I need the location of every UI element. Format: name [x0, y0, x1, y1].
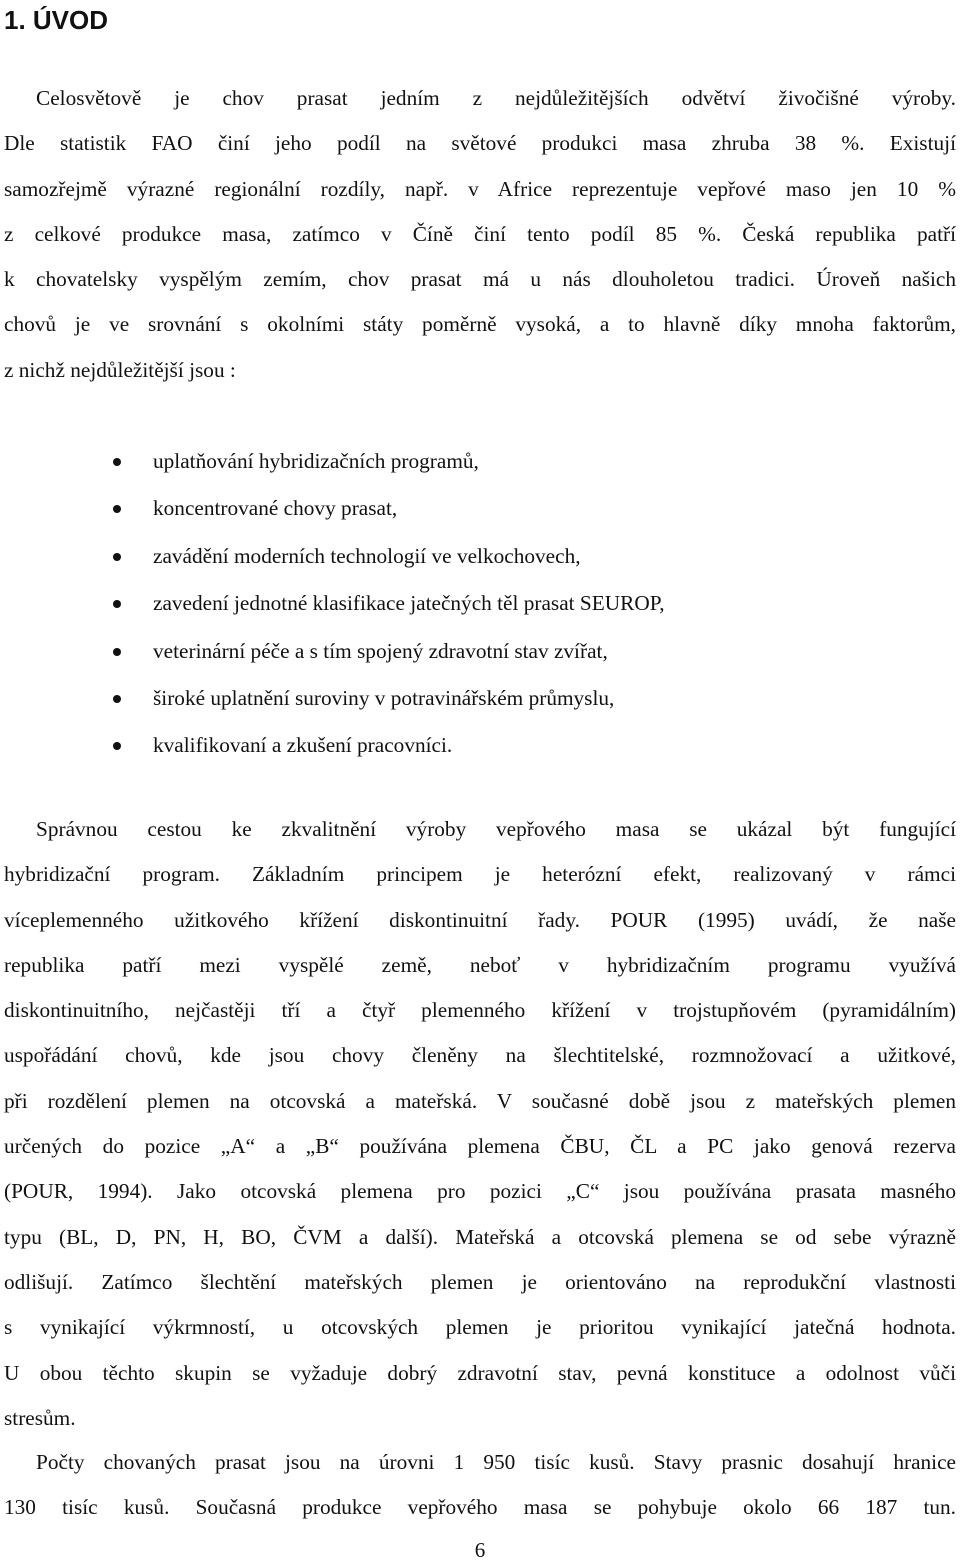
- text-line: samozřejmě výrazné regionální rozdíly, např. v Africe reprezentuje vepřové maso jen 10 %: [4, 176, 956, 201]
- list-item: [0, 485, 665, 532]
- list-item-text: zavedení jednotné klasifikace jatečných těl prasat SEUROP,: [153, 591, 665, 616]
- hybridization-paragraph: [4, 807, 956, 1441]
- list-item-text: veterinární péče a s tím spojený zdravotní stav zvířat,: [153, 638, 608, 663]
- text-line: určených do pozice „A“ a „B“ používána plemena ČBU, ČL a PC jako genová rezerva: [4, 1134, 956, 1159]
- text-line: U obou těchto skupin se vyžaduje dobrý zdravotní stav, pevná konstituce a odolnost vůči: [4, 1360, 956, 1385]
- text-line: republika patří mezi vyspělé země, neboť v hybridizačním programu využívá: [4, 952, 956, 977]
- text-line: s vynikající výkrmností, u otcovských plemen je prioritou vynikající jatečná hodnota.: [4, 1315, 956, 1340]
- text-line: typu (BL, D, PN, H, BO, ČVM a další). Mateřská a otcovská plemena se od sebe výrazně: [4, 1224, 956, 1249]
- list-item: [0, 722, 665, 769]
- list-item: [0, 533, 665, 580]
- text-line: při rozdělení plemen na otcovská a mateřská. V současné době jsou z mateřských plemen: [4, 1088, 956, 1113]
- page-number: 6: [474, 1538, 486, 1562]
- bullet-icon: [113, 648, 121, 656]
- text-line: (POUR, 1994). Jako otcovská plemena pro pozici „C“ jsou používána prasata masného: [4, 1179, 956, 1204]
- list-item: [0, 675, 665, 722]
- text-line: 130 tisíc kusů. Současná produkce vepřového masa se pohybuje okolo 66 187 tun.: [4, 1495, 956, 1520]
- text-line: k chovatelsky vyspělým zemím, chov prasat má u nás dlouholetou tradici. Úroveň našich: [4, 267, 956, 292]
- text-line: stresům.: [4, 1405, 76, 1430]
- text-line: hybridizační program. Základním principem je heterózní efekt, realizovaný v rámci: [4, 862, 956, 887]
- text-line: uspořádání chovů, kde jsou chovy členěny na šlechtitelské, rozmnožovací a užitkové,: [4, 1043, 956, 1068]
- bullet-icon: [113, 505, 121, 513]
- section-heading: 1. ÚVOD: [4, 5, 109, 35]
- list-item: [0, 438, 665, 485]
- statistics-paragraph: [4, 1440, 956, 1531]
- bullet-icon: [113, 458, 121, 466]
- factor-list: [0, 438, 665, 770]
- list-item-text: zavádění moderních technologií ve velkochovech,: [153, 543, 581, 568]
- text-line: Správnou cestou ke zkvalitnění výroby vepřového masa se ukázal být fungující: [36, 817, 956, 841]
- list-item-text: koncentrované chovy prasat,: [153, 496, 398, 521]
- text-line: Počty chovaných prasat jsou na úrovni 1 950 tisíc kusů. Stavy prasnic dosahují hranice: [36, 1450, 956, 1474]
- bullet-icon: [113, 742, 121, 750]
- text-line: z celkové produkce masa, zatímco v Číně činí tento podíl 85 %. Česká republika patří: [4, 221, 956, 246]
- list-item: [0, 580, 665, 627]
- text-line: chovů je ve srovnání s okolními státy poměrně vysoká, a to hlavně díky mnoha faktorům,: [4, 312, 956, 337]
- list-item-text: uplatňování hybridizačních programů,: [153, 449, 479, 473]
- text-line: odlišují. Zatímco šlechtění mateřských plemen je orientováno na reprodukční vlastnosti: [4, 1269, 956, 1294]
- list-item: [0, 628, 665, 675]
- bullet-icon: [113, 600, 121, 608]
- bullet-icon: [113, 553, 121, 561]
- intro-paragraph: [4, 76, 956, 393]
- text-line: diskontinuitního, nejčastěji tří a čtyř plemenného křížení v trojstupňovém (pyramidálním): [4, 998, 956, 1023]
- text-line: Celosvětově je chov prasat jedním z nejdůležitějších odvětví živočišné výroby.: [36, 86, 956, 110]
- text-line: Dle statistik FAO činí jeho podíl na světové produkci masa zhruba 38 %. Existují: [4, 131, 956, 156]
- list-item-text: široké uplatnění suroviny v potravinářském průmyslu,: [153, 685, 615, 710]
- text-line: z nichž nejdůležitější jsou :: [4, 357, 236, 382]
- list-item-text: kvalifikovaní a zkušení pracovníci.: [153, 733, 453, 758]
- text-line: víceplemenného užitkového křížení diskontinuitní řady. POUR (1995) uvádí, že naše: [4, 907, 956, 932]
- bullet-icon: [113, 695, 121, 703]
